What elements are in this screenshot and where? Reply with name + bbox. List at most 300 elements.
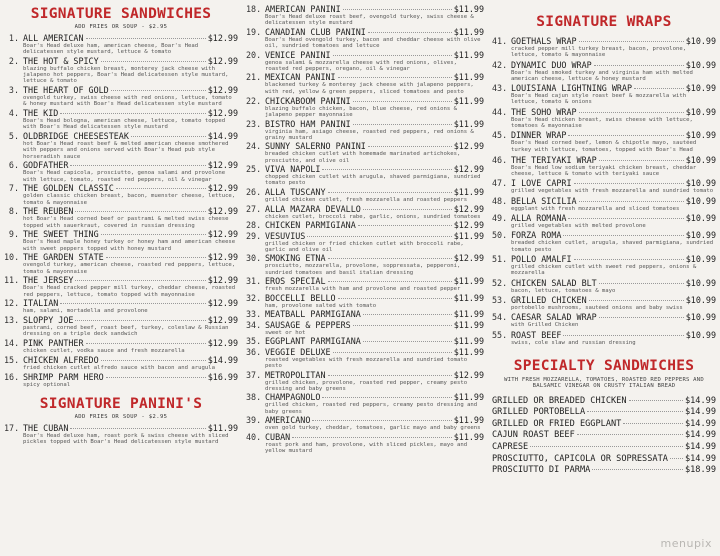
item-price: $11.99 xyxy=(453,118,484,129)
menu-item xyxy=(4,355,238,371)
menu-item xyxy=(246,187,484,203)
item-description: Boar's Head capicola, prosciutto, genoa salami and provolone with lettuce, tomato, roasted red peppers, oil & vinegar xyxy=(23,170,226,183)
menu-item xyxy=(246,141,484,163)
item-name: CUBAN xyxy=(265,431,291,442)
item-description: prosciutto, mozzarella, provolone, soppressata, pepperoni, sundried tomatoes and basil italian dressing xyxy=(265,263,461,276)
menu-item xyxy=(4,275,238,297)
item-name: THE HOT & SPICY xyxy=(23,56,99,66)
dot-leader xyxy=(577,434,683,435)
menu-item xyxy=(4,56,238,85)
menu-item xyxy=(492,419,716,431)
item-number: 42. xyxy=(492,59,508,70)
item-price: $12.99 xyxy=(207,206,238,217)
item-price: $14.99 xyxy=(684,430,716,441)
item-number: 44. xyxy=(492,106,508,117)
item-description: cracked pepper mill turkey breast, bacon, provolone, lettuce, tomato & mayonnaise xyxy=(511,46,687,59)
item-name: THE TERIYAKI WRAP xyxy=(511,154,597,165)
item-number: 33. xyxy=(246,309,262,320)
item-name: CHICKEN ALFREDO xyxy=(23,355,99,365)
item-number: 31. xyxy=(246,276,262,287)
item-description: with Grilled Chicken xyxy=(511,322,579,329)
menu-item xyxy=(246,392,484,414)
item-description: grilled vegetables with fresh mozzarella and sundried tomato xyxy=(511,188,714,195)
item-name: THE GARDEN STATE xyxy=(23,252,104,263)
menu-item-line xyxy=(492,36,716,46)
dot-leader xyxy=(629,400,683,401)
dot-leader xyxy=(70,165,205,166)
item-description: Boar's Head smoked turkey and virginia ham with melted american cheese, lettuce & honey mustard xyxy=(511,69,693,82)
menu-item xyxy=(246,72,484,95)
item-price: $12.99 xyxy=(207,108,238,119)
signature-wraps-heading: SIGNATURE WRAPS xyxy=(536,14,672,30)
menu-item xyxy=(246,432,484,454)
item-description: breaded chicken cutlet with homemade marinated artichokes, prosciutto, and olive oil xyxy=(265,151,461,164)
item-number: 29. xyxy=(246,230,262,241)
specialty-sandwiches-heading: SPECIALTY SANDWICHES xyxy=(513,357,695,374)
dot-leader xyxy=(599,283,684,284)
item-number: 32. xyxy=(246,292,262,303)
item-description: breaded chicken cutlet, arugula, shaved parmigiana, sundried tomato pesto xyxy=(511,240,714,253)
menu-item xyxy=(246,220,484,230)
dot-leader xyxy=(338,298,452,299)
dot-leader xyxy=(594,65,684,66)
menu-item xyxy=(492,295,716,311)
item-description: virginia ham, asiago cheese, roasted red peppers, red onions & grainy mustard xyxy=(265,128,474,141)
menu-item-line xyxy=(4,338,238,348)
menu-item-line xyxy=(246,27,484,37)
item-description: bacon, lettuce, tomatoes & mayo xyxy=(511,287,616,294)
item-price: $10.99 xyxy=(685,106,716,117)
menu-item xyxy=(4,298,238,314)
menu-item-line xyxy=(4,183,238,193)
item-name: GODFATHER xyxy=(23,160,69,171)
dot-leader xyxy=(333,55,452,56)
item-number: 3. xyxy=(8,85,19,96)
item-name: AMERICAN PANINI xyxy=(265,4,341,14)
item-price: $12.99 xyxy=(207,85,238,96)
menu-item xyxy=(4,252,238,274)
menu-item xyxy=(246,27,484,49)
item-price: $11.99 xyxy=(453,336,484,347)
dot-leader xyxy=(328,375,452,376)
item-name: PROSCIUTTO, CAPICOLA OR SOPRESSATA xyxy=(492,453,668,464)
menu-item-line xyxy=(246,119,484,129)
item-name: MEXICAN PANINI xyxy=(265,72,336,83)
menu-item xyxy=(4,338,238,354)
item-number: 27. xyxy=(246,203,262,214)
item-number: 50. xyxy=(492,230,508,241)
menu-item xyxy=(492,312,716,328)
signature-sandwiches-heading: SIGNATURE SANDWICHES xyxy=(30,6,212,22)
item-name: VEGGIE DELUXE xyxy=(265,346,331,357)
menu-item xyxy=(246,336,484,346)
dot-leader xyxy=(322,169,451,170)
item-price: $11.99 xyxy=(453,26,484,37)
menu-item xyxy=(4,33,238,55)
menu-item xyxy=(4,183,238,205)
item-name: BELLA SICILIA xyxy=(511,195,577,206)
item-description: ovengold turkey, swiss cheese with red onions, lettuce, tomato & honey mustard with Boar's Head delicatessen style mustard xyxy=(23,95,232,108)
menu-item-line xyxy=(492,454,716,466)
item-name: THE JERSEY xyxy=(23,275,74,286)
right-column xyxy=(492,0,716,477)
menu-item xyxy=(492,407,716,419)
dot-leader xyxy=(101,234,206,235)
item-name: MEATBALL PARMIGIANA xyxy=(265,309,361,320)
item-number: 16. xyxy=(4,371,20,382)
item-description: roast pork and ham, provolone, with sliced pickles, mayo and yellow mustard xyxy=(265,441,468,454)
dot-leader xyxy=(363,209,452,210)
item-number: 4. xyxy=(8,108,19,119)
menu-item-line xyxy=(4,315,238,325)
dot-leader xyxy=(563,235,683,236)
menu-item-line xyxy=(4,372,238,382)
item-price: $12.99 xyxy=(207,252,238,263)
menu-item xyxy=(492,430,716,442)
menu-item-line xyxy=(4,423,238,433)
specialty-note: WITH FRESH MOZZARELLA, TOMATOES, ROASTED RED PEPPERS AND BALSAMIC VINEGAR ON CRUSTY ITALIAN BREAD xyxy=(504,376,704,390)
item-name: SUNNY SALERNO PANINI xyxy=(265,141,366,152)
menu-item xyxy=(4,229,238,251)
dot-leader xyxy=(363,341,452,342)
item-price: $11.99 xyxy=(453,309,484,320)
item-number: 34. xyxy=(246,319,262,330)
item-name: BOCCELLI BELLO xyxy=(265,292,336,303)
item-number: 23. xyxy=(246,118,262,129)
menu-item-line xyxy=(246,231,484,241)
item-price: $11.99 xyxy=(453,95,484,106)
menu-item-line xyxy=(246,293,484,303)
menu-item xyxy=(492,396,716,408)
item-price: $11.99 xyxy=(453,49,484,60)
menu-item-line xyxy=(492,312,716,322)
item-name: VENICE PANINI xyxy=(265,49,331,60)
dot-leader xyxy=(106,377,206,378)
menu-item-line xyxy=(246,347,484,357)
item-name: EGGPLANT PARMIGIANA xyxy=(265,336,361,347)
menu-item-line xyxy=(4,275,238,285)
wraps-list xyxy=(492,36,716,346)
item-number: 9. xyxy=(8,229,19,240)
item-price: $10.99 xyxy=(685,59,716,70)
item-name: AMERICANO xyxy=(265,415,311,426)
item-description: chicken cutlet, vodka sauce and fresh mozzarella xyxy=(23,348,185,355)
dot-leader xyxy=(60,303,205,304)
item-description: Boar's Head maple honey turkey or honey ham and american cheese with sweet peppers topped with honey mustard xyxy=(23,239,236,252)
left-column xyxy=(4,0,238,446)
menu-item xyxy=(246,415,484,431)
item-price: $11.99 xyxy=(453,230,484,241)
item-price: $14.99 xyxy=(684,442,716,453)
item-description: fresh mozzarella with ham and provolone and roasted pepper xyxy=(265,286,461,293)
menu-item xyxy=(4,131,238,160)
panini-list-left xyxy=(4,423,238,445)
menu-item xyxy=(246,276,484,292)
menu-item-line xyxy=(4,160,238,170)
item-name: CHAMPAGNOLO xyxy=(265,392,321,403)
item-price: $14.99 xyxy=(684,407,716,418)
menu-item-line xyxy=(492,396,716,408)
menu-item xyxy=(492,60,716,82)
item-name: DINNER WRAP xyxy=(511,130,567,141)
dot-leader xyxy=(116,188,206,189)
menu-item xyxy=(246,204,484,220)
menu-item-line xyxy=(246,370,484,380)
menu-item xyxy=(246,231,484,253)
item-description: portobello mushrooms, sautéed onions and baby swiss xyxy=(511,304,683,311)
item-price: $10.99 xyxy=(685,294,716,305)
dot-leader xyxy=(292,437,452,438)
item-price: $12.99 xyxy=(453,164,484,175)
menu-item-line xyxy=(492,213,716,223)
item-name: CAJUN ROAST BEEF xyxy=(492,430,575,441)
menu-item xyxy=(492,36,716,58)
menu-item-line xyxy=(246,220,484,230)
item-description: Boar's Head bologna, american cheese, lettuce, tomato topped with Boar's Head delicatessen style mustard xyxy=(23,118,226,131)
menu-item-line xyxy=(492,155,716,165)
dot-leader xyxy=(106,257,206,258)
item-price: $14.99 xyxy=(207,131,238,142)
menu-item-line xyxy=(4,33,238,43)
menu-item xyxy=(492,196,716,212)
item-name: THE KID xyxy=(23,108,59,119)
item-name: ALLA TUSCANY xyxy=(265,186,326,197)
item-description: sweet or hot xyxy=(265,329,306,336)
menu-item-line xyxy=(246,141,484,151)
item-name: THE HEART OF GOLD xyxy=(23,85,109,96)
item-description: Boar's Head deluxe roast beef, ovengold turkey, swiss cheese & delicatessen style mustard xyxy=(265,14,474,27)
dot-leader xyxy=(333,352,452,353)
menu-item-line xyxy=(492,83,716,93)
dot-leader xyxy=(592,469,683,470)
dot-leader xyxy=(568,218,683,219)
item-number: 18. xyxy=(246,4,262,14)
menu-item-line xyxy=(246,320,484,330)
item-number: 24. xyxy=(246,141,262,152)
menu-item-line xyxy=(492,230,716,240)
item-name: BISTRO HAM PANINI xyxy=(265,118,351,129)
item-name: LOUISIANA LIGHTNING WRAP xyxy=(511,83,633,94)
item-name: POLLO AMALFI xyxy=(511,253,572,264)
item-price: $10.99 xyxy=(685,277,716,288)
item-price: $14.99 xyxy=(684,453,716,464)
item-name: ALLA MAZARA DEVALLO xyxy=(265,203,361,214)
menu-item-line xyxy=(4,298,238,308)
item-price: $10.99 xyxy=(685,130,716,141)
item-price: $12.99 xyxy=(207,338,238,349)
item-number: 21. xyxy=(246,72,262,83)
item-number: 15. xyxy=(4,355,20,365)
item-description: Boar's Head chicken breast, swiss cheese with lettuce, tomatoes & mayonnaise xyxy=(511,116,693,129)
menu-item-line xyxy=(246,253,484,263)
menu-item xyxy=(246,309,484,319)
item-number: 47. xyxy=(492,178,508,189)
item-description: blazing buffalo chicken breast, monterey jack cheese with jalapeno hot peppers, Boar's Head delicatessen style mustard, lettuce & tomato xyxy=(23,66,229,85)
item-description: grilled chicken, provolone, roasted red pepper, creamy pesto dressing and baby greens xyxy=(265,379,468,392)
item-number: 45. xyxy=(492,130,508,141)
item-description: Boar's Head corned beef, lemon & chipotle mayo, sautéed turkey with lettuce, tomatoes, topped with Boar's Head xyxy=(511,140,697,153)
item-name: GRILLED OR BREADED CHICKEN xyxy=(492,395,627,406)
item-name: METROPOLITAN xyxy=(265,369,326,380)
item-price: $10.99 xyxy=(685,230,716,241)
specialty-list xyxy=(492,396,716,477)
item-number: 14. xyxy=(4,338,20,349)
menu-item-line xyxy=(246,415,484,425)
item-name: ALL AMERICAN xyxy=(23,33,84,43)
dot-leader xyxy=(312,420,451,421)
item-price: $14.99 xyxy=(207,355,238,365)
item-number: 20. xyxy=(246,49,262,60)
item-name: CHICKEN PARMIGIANA xyxy=(265,220,356,231)
dot-leader xyxy=(86,343,206,344)
dot-leader xyxy=(579,201,684,202)
item-name: THE CUBAN xyxy=(23,423,69,433)
dot-leader xyxy=(70,428,205,429)
item-price: $12.99 xyxy=(207,275,238,286)
menupix-watermark: menupix xyxy=(660,537,712,550)
dot-leader xyxy=(111,90,206,91)
item-number: 39. xyxy=(246,415,262,426)
item-number: 30. xyxy=(246,253,262,264)
menu-item xyxy=(492,178,716,194)
menu-item xyxy=(246,96,484,118)
item-name: CHICKEN SALAD BLT xyxy=(511,277,597,288)
item-number: 38. xyxy=(246,392,262,403)
dot-leader xyxy=(579,41,684,42)
menu-item xyxy=(492,213,716,229)
item-name: OLDBRIDGE CHEESESTEAK xyxy=(23,131,129,142)
item-price: $11.99 xyxy=(453,276,484,287)
sandwiches-list xyxy=(4,33,238,388)
menu-item-line xyxy=(246,164,484,174)
item-price: $12.99 xyxy=(207,33,238,43)
item-price: $11.99 xyxy=(453,392,484,403)
item-description: chopped chicken cutlet with arugula, shaved parmigiana, sundried tomato pesto xyxy=(265,174,481,187)
item-price: $12.99 xyxy=(207,160,238,171)
item-number: 25. xyxy=(246,164,262,175)
item-name: GRILLED CHICKEN xyxy=(511,294,587,305)
dot-leader xyxy=(530,446,683,447)
dot-leader xyxy=(328,192,452,193)
item-description: grilled chicken cutlet, fresh mozzarella and roasted peppers xyxy=(265,196,468,203)
dot-leader xyxy=(589,300,684,301)
item-description: ham, provolone salted with tomato xyxy=(265,302,377,309)
menu-item xyxy=(246,320,484,336)
menu-item-line xyxy=(492,178,716,188)
item-description: pastrami, corned beef, roast beef, turkey, coleslaw & Russian dressing on a triple deck sandwich xyxy=(23,325,229,338)
item-name: PINK PANTHER xyxy=(23,338,84,349)
item-name: GRILLED PORTOBELLA xyxy=(492,407,586,418)
menu-item-line xyxy=(492,107,716,117)
item-description: eggplant with fresh mozzarella and sliced tomatoes xyxy=(511,205,680,212)
menu-item xyxy=(492,107,716,129)
item-description: Boar's Head low sodium teriyaki chicken breast, cheddar cheese, lettuce & tomato with teriyaki sauce xyxy=(511,164,697,177)
dot-leader xyxy=(131,136,206,137)
item-number: 2. xyxy=(8,56,19,66)
dot-leader xyxy=(75,280,205,281)
item-description: hot Boar's Head roast beef & melted american cheese smothered with peppers and onions served with Boar's Head pub style horseradish sauce xyxy=(23,141,229,160)
dot-leader xyxy=(623,423,683,424)
item-description: blackened turkey & monterey jack cheese with jalapeno peppers, with red, yellow & green peppers, sliced tomatoes and pesto xyxy=(265,82,474,95)
item-name: CAESAR SALAD WRAP xyxy=(511,312,597,323)
item-price: $11.99 xyxy=(453,415,484,426)
item-price: $10.99 xyxy=(685,178,716,189)
item-price: $10.99 xyxy=(685,195,716,206)
dot-leader xyxy=(322,397,451,398)
dot-leader xyxy=(101,61,206,62)
item-description: Boar's Head ovengold turkey, bacon and cheddar cheese with olive oil, sundried tomatoes and lettuce xyxy=(265,36,481,49)
sandwiches-subtitle: ADD FRIES OR SOUP - $2.95 xyxy=(74,24,168,30)
item-price: $18.99 xyxy=(684,465,716,476)
item-price: $11.99 xyxy=(453,346,484,357)
item-name: THE SWEET THING xyxy=(23,229,99,240)
item-number: 46. xyxy=(492,154,508,165)
menu-item-line xyxy=(4,85,238,95)
menu-item-line xyxy=(246,392,484,402)
dot-leader xyxy=(75,211,205,212)
item-price: $12.99 xyxy=(453,141,484,152)
menu-item xyxy=(246,164,484,186)
item-name: SHRIMP PARM HERO xyxy=(23,371,104,382)
menu-item-line xyxy=(246,4,484,14)
menu-item-line xyxy=(246,72,484,82)
item-number: 53. xyxy=(492,294,508,305)
dot-leader xyxy=(353,124,452,125)
item-description: blazing buffalo chicken, bacon, blue cheese, red onions & jalapeno pepper mayonnaise xyxy=(265,105,457,118)
item-price: $11.99 xyxy=(453,319,484,330)
dot-leader xyxy=(563,335,683,336)
item-name: THE SOHO WRAP xyxy=(511,106,577,117)
menu-item xyxy=(492,278,716,294)
item-name: ALLA ROMANA xyxy=(511,212,567,223)
menu-item xyxy=(246,293,484,309)
item-name: SAUSAGE & PEPPERS xyxy=(265,319,351,330)
item-name: THE GOLDEN CLASSIC xyxy=(23,183,114,194)
panini-subtitle: ADD FRIES OR SOUP - $2.95 xyxy=(74,414,168,420)
dot-leader xyxy=(368,32,452,33)
item-number: 35. xyxy=(246,336,262,347)
menu-item xyxy=(246,4,484,26)
item-price: $10.99 xyxy=(685,212,716,223)
item-price: $14.99 xyxy=(684,395,716,406)
item-price: $10.99 xyxy=(685,329,716,340)
menu-item-line xyxy=(4,56,238,66)
item-price: $12.99 xyxy=(453,253,484,264)
item-price: $12.99 xyxy=(453,369,484,380)
item-name: CANADIAN CLUB PANINI xyxy=(265,26,366,37)
dot-leader xyxy=(358,225,452,226)
item-description: grilled chicken, roasted red peppers, creamy pesto dressing and baby greens xyxy=(265,402,478,415)
item-number: 1. xyxy=(8,33,19,43)
menu-item xyxy=(492,454,716,466)
menu-item-line xyxy=(246,50,484,60)
item-price: $12.99 xyxy=(453,220,484,231)
item-number: 48. xyxy=(492,195,508,206)
item-name: CAPRESE xyxy=(492,442,529,453)
item-name: DYNAMIC DUO WRAP xyxy=(511,59,592,70)
item-price: $11.99 xyxy=(453,72,484,83)
item-number: 40. xyxy=(246,431,262,442)
item-description: ham, salami, mortadella and provolone xyxy=(23,308,148,315)
item-name: SMOKING ETNA xyxy=(265,253,326,264)
dot-leader xyxy=(599,160,684,161)
menu-item-line xyxy=(492,465,716,477)
item-number: 55. xyxy=(492,329,508,340)
item-price: $14.99 xyxy=(684,418,716,429)
item-number: 28. xyxy=(246,220,262,231)
menu-item xyxy=(246,370,484,392)
item-price: $10.99 xyxy=(685,154,716,165)
